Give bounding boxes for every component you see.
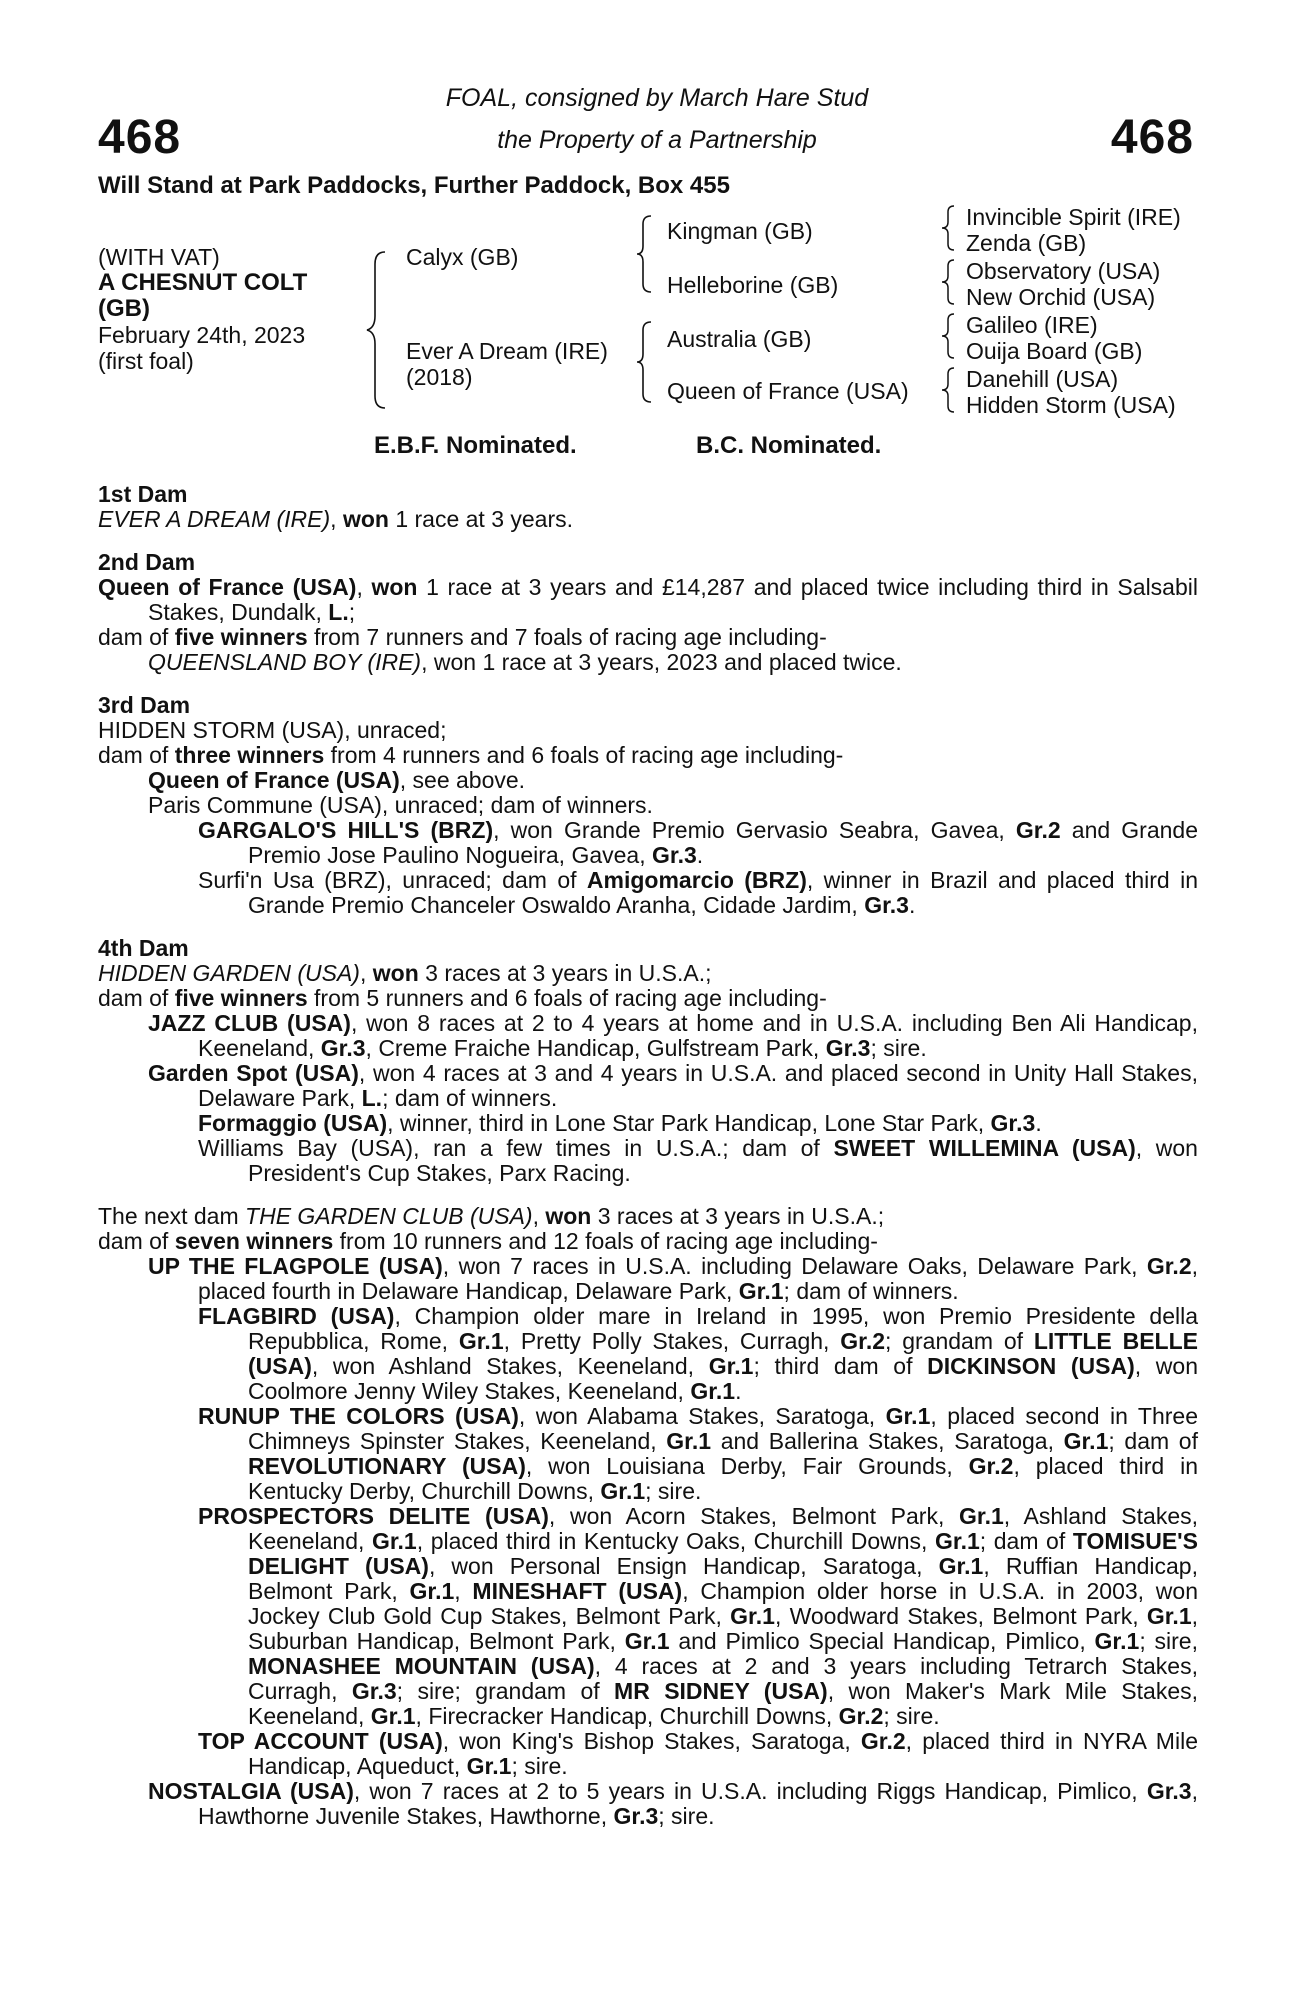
runup-gr1a: Gr.1 [885,1403,931,1429]
sss-name: Invincible Spirit (IRE) [966,204,1181,230]
dds-name: Danehill (USA) [966,366,1119,392]
sire-sire: Kingman (GB) [667,218,813,244]
flag-c: ; grandam of [885,1328,1034,1354]
prosp-gr1h: Gr.1 [624,1628,670,1654]
gargalo-c: . [696,842,704,868]
dam-year: (2018) [406,364,473,390]
runup-gr1b: Gr.1 [666,1428,712,1454]
qof-name: Queen of France (USA) [148,767,400,793]
up-gr1: Gr.1 [738,1278,784,1304]
prosp-gr1i: Gr.1 [1094,1628,1140,1654]
prosp-d: ; dam of [979,1528,1073,1554]
runup-f: , placed third in Kentucky Derby, Churchill Downs, [248,1453,1198,1504]
prosp-gr1d: Gr.1 [938,1553,984,1579]
flag-gr1: Gr.1 [458,1328,504,1354]
runup-a: , won Alabama Stakes, Saratoga, [518,1403,886,1429]
top-account-name: TOP ACCOUNT (USA) [198,1728,443,1754]
prosp-b: , Ashland Stakes, Keeneland, [248,1503,1199,1554]
runup-g: ; sire. [645,1478,702,1504]
prospectors-entry [98,1504,1198,1729]
second-dam-p2a: dam of [98,624,175,650]
first-dam-won: won [342,506,389,532]
third-dam-section [98,693,1198,918]
williams-b: , won President's Cup Stakes, Parx Racing. [248,1135,1198,1186]
up-b: , placed fourth in Delaware Handicap, Delaware Park, [198,1253,1199,1304]
jazz-name: JAZZ CLUB (USA) [148,1010,351,1036]
third-dam-qof [98,768,1198,793]
garden-spot-entry [98,1061,1198,1111]
fourth-dam-p2a: dam of [98,985,175,1011]
flag-gr1b: Gr.1 [708,1353,754,1379]
runup-gr2: Gr.2 [968,1453,1014,1479]
next-dam-p2 [98,1229,1198,1254]
next-dam-won: won [545,1203,592,1229]
runup-gr1c: Gr.1 [1063,1428,1109,1454]
third-dam-paris: Paris Commune (USA), unraced; dam of winners. [148,792,653,818]
prosp-gr1b: Gr.1 [371,1528,417,1554]
subject-name-2: (GB) [98,295,150,322]
little-belle-name: LITTLE BELLE (USA) [248,1328,1198,1379]
surfin-gr3: Gr.3 [864,892,909,918]
subject-dob: February 24th, 2023 [98,322,306,348]
runup-b: , placed second in Three Chimneys Spinster Stakes, Keeneland, [248,1403,1198,1454]
third-dam-surfin [98,868,1198,918]
amigomarcio-name: Amigomarcio (BRZ) [586,867,807,893]
dickinson-name: DICKINSON (USA) [927,1353,1135,1379]
ssd-name: Zenda (GB) [966,230,1087,256]
garden-listed: L. [361,1085,383,1111]
sire-dam: Helleborine (GB) [667,272,839,298]
prosp-gr3: Gr.3 [351,1678,397,1704]
dam-sire: Australia (GB) [667,326,812,352]
stand-location: Will Stand at Park Paddocks, Further Paddock, Box 455 [98,172,730,199]
first-dam-section [98,482,1198,532]
top-b: , placed third in NYRA Mile Handicap, Aqueduct, [248,1728,1198,1779]
fourth-dam-won: won [372,960,419,986]
tomisue-name: TOMISUE'S DELIGHT (USA) [248,1528,1198,1579]
first-dam-heading: 1st Dam [98,481,188,507]
up-c: ; dam of winners. [783,1278,959,1304]
runup-gr1d: Gr.1 [600,1478,646,1504]
listed-mark: L. [328,599,349,625]
catalogue-body [98,482,1198,1829]
prosp-gr1g: Gr.1 [1146,1603,1192,1629]
nost-a: , won 7 races at 2 to 5 years in U.S.A. including Riggs Handicap, Pimlico, [353,1778,1147,1804]
jazz-a: , won 8 races at 2 to 4 years at home and in U.S.A. including Ben Ali Handicap, Keeneland, [198,1010,1198,1061]
prosp-n: ; sire; grandam of [396,1678,615,1704]
flagbird-entry [98,1304,1198,1404]
garden-a: , won 4 races at 3 and 4 years in U.S.A. and placed second in Unity Hall Stakes, Delaware Park, [198,1060,1198,1111]
top-account-entry [98,1729,1198,1779]
mineshaft-name: MINESHAFT (USA) [472,1578,683,1604]
gargalo-gr2: Gr.2 [1015,817,1061,843]
third-dam-p1: HIDDEN STORM (USA), unraced; [98,717,447,743]
nost-b: , Hawthorne Juvenile Stakes, Hawthorne, [198,1778,1198,1829]
formaggio-entry [98,1111,1198,1136]
first-dam-rest: 1 race at 3 years. [388,506,574,532]
dsd-name: Ouija Board (GB) [966,338,1143,364]
second-dam-winners: five winners [174,624,308,650]
prosp-name: PROSPECTORS DELITE (USA) [198,1503,549,1529]
flag-gr1c: Gr.1 [690,1378,736,1404]
sweet-willemina-name: SWEET WILLEMINA (USA) [833,1135,1136,1161]
formaggio-gr3: Gr.3 [990,1110,1036,1136]
top-gr1: Gr.1 [466,1753,512,1779]
sds-name: Observatory (USA) [966,258,1161,284]
jazz-b: , Creme Fraiche Handicap, Gulfstream Park, [365,1035,826,1061]
fourth-dam-p2 [98,986,1198,1011]
vat-note: (WITH VAT) [98,244,220,270]
top-a: , won King's Bishop Stakes, Saratoga, [442,1728,861,1754]
third-dam-gargalo [98,818,1198,868]
third-dam-p2a: dam of [98,742,175,768]
prosp-gr1j: Gr.1 [370,1703,416,1729]
lot-number-left: 468 [98,111,182,164]
dam-dam: Queen of France (USA) [667,378,909,404]
next-dam-p2b: from 10 runners and 12 foals of racing age including- [333,1228,878,1254]
fourth-dam-p1: HIDDEN GARDEN (USA), won 3 races at 3 years in U.S.A.; [98,960,712,986]
revolutionary-name: REVOLUTIONARY (USA) [248,1453,526,1479]
consignor-line: FOAL, consigned by March Hare Stud [445,84,869,112]
prosp-m: , 4 races at 2 and 3 years including Tetrarch Stakes, Curragh, [248,1653,1198,1704]
up-a: , won 7 races in U.S.A. including Delaware Oaks, Delaware Park, [442,1253,1147,1279]
next-dam-p1a: The next dam [98,1203,246,1229]
second-dam-p2b: from 7 runners and 7 foals of racing age including- [307,624,827,650]
prosp-i: , Woodward Stakes, Belmont Park, [774,1603,1147,1629]
first-dam-text: EVER A DREAM (IRE), won 1 race at 3 years. [98,506,574,532]
prosp-o: , won Maker's Mark Mile Stakes, Keeneland, [248,1678,1199,1729]
nostalgia-entry [98,1779,1198,1829]
second-dam-name: Queen of France (USA) [98,574,357,600]
third-dam-p2 [98,743,1198,768]
prosp-g: , [454,1578,473,1604]
surfin-c: . [908,892,916,918]
pedigree-brace-main [365,250,389,410]
up-gr2: Gr.2 [1146,1253,1192,1279]
property-line: the Property of a Partnership [497,126,817,154]
second-dam-end: ; [348,599,356,625]
flag-d: , won Ashland Stakes, Keeneland, [311,1353,709,1379]
gargalo-b: and Grande Premio Jose Paulino Nogueira, Gavea, [248,817,1198,868]
flag-b: , Pretty Polly Stakes, Curragh, [503,1328,841,1354]
prosp-p: , Firecracker Handicap, Churchill Downs, [415,1703,839,1729]
mr-sidney-name: MR SIDNEY (USA) [614,1678,828,1704]
prosp-l: ; sire, [1139,1628,1198,1654]
third-dam-p2b: from 4 runners and 6 foals of racing age including- [324,742,844,768]
flag-gr2: Gr.2 [840,1328,886,1354]
top-gr2: Gr.2 [860,1728,906,1754]
next-dam-p1b: , [532,1203,546,1229]
jazz-gr3a: Gr.3 [320,1035,366,1061]
runup-c: and Ballerina Stakes, Saratoga, [711,1428,1064,1454]
bc-nominated: B.C. Nominated. [696,432,882,459]
sire-name: Calyx (GB) [406,244,519,270]
next-dam-p2a: dam of [98,1228,175,1254]
pedigree-brace-ss [940,204,958,252]
second-dam-p2 [98,625,1198,650]
third-dam-winners: three winners [174,742,325,768]
runup-entry [98,1404,1198,1504]
flag-e: ; third dam of [753,1353,928,1379]
surfin-b: , winner in Brazil and placed third in Grande Premio Chanceler Oswaldo Aranha, Cidade Jardim, [248,867,1199,918]
flag-f: , won Coolmore Jenny Wiley Stakes, Keeneland, [248,1353,1198,1404]
williams-bay-entry [98,1136,1198,1186]
pedigree-brace-ds [940,312,958,360]
second-dam-section [98,550,1198,675]
first-dam-name: EVER A DREAM (IRE) [98,506,331,532]
pedigree-brace-sire [635,214,655,294]
subject-name-1: A CHESNUT COLT [98,269,308,296]
next-dam-winners: seven winners [174,1228,334,1254]
prosp-q: ; sire. [883,1703,940,1729]
flag-g: . [735,1378,742,1404]
fourth-dam-rest: 3 races at 3 years in U.S.A.; [418,960,712,986]
fourth-dam-section [98,936,1198,1186]
next-dam-section [98,1204,1198,1829]
surfin-a: Surfi'n Usa (BRZ), unraced; dam of [198,867,587,893]
fourth-dam-heading: 4th Dam [98,935,189,961]
prosp-gr1a: Gr.1 [959,1503,1004,1529]
queensland-boy: QUEENSLAND BOY (IRE) [148,649,422,675]
ebf-nominated: E.B.F. Nominated. [374,432,577,459]
queensland-rest: , won 1 race at 3 years, 2023 and placed twice. [421,649,902,675]
runup-d: ; dam of [1108,1428,1198,1454]
up-the-flagpole-entry [98,1254,1198,1304]
fourth-dam-name: HIDDEN GARDEN (USA) [98,960,360,986]
third-dam-heading: 3rd Dam [98,692,191,718]
sdd-name: New Orchid (USA) [966,284,1156,310]
garden-name: Garden Spot (USA) [148,1060,359,1086]
gargalo-name: GARGALO'S HILL'S (BRZ) [198,817,494,843]
prosp-f: , Ruffian Handicap, Belmont Park, [248,1553,1198,1604]
next-dam-p1c: 3 races at 3 years in U.S.A.; [591,1203,885,1229]
garden-b: ; dam of winners. [382,1085,558,1111]
pedigree-brace-dd [940,366,958,414]
second-dam-p3 [98,650,1198,675]
williams-a: Williams Bay (USA), ran a few times in U.S.A.; dam of [198,1135,834,1161]
formaggio-b: . [1035,1110,1042,1136]
qof-rest: , see above. [399,767,526,793]
top-c: ; sire. [511,1753,568,1779]
prosp-c: , placed third in Kentucky Oaks, Churchill Downs, [416,1528,935,1554]
formaggio-a: , winner, third in Lone Star Park Handicap, Lone Star Park, [387,1110,991,1136]
nost-gr3a: Gr.3 [1146,1778,1192,1804]
formaggio-name: Formaggio (USA) [198,1110,388,1136]
prosp-gr2: Gr.2 [838,1703,884,1729]
gargalo-gr3: Gr.3 [652,842,697,868]
prosp-gr1e: Gr.1 [409,1578,455,1604]
jazz-gr3b: Gr.3 [825,1035,871,1061]
second-dam-rest: 1 race at 3 years and £14,287 and placed twice including third in Salsabil Stakes, Dundalk, [148,574,1198,625]
runup-e: , won Louisiana Derby, Fair Grounds, [525,1453,969,1479]
prosp-a: , won Acorn Stakes, Belmont Park, [548,1503,959,1529]
second-dam-p1: Queen of France (USA), won 1 race at 3 years and £14,287 and placed twice including third in Salsabil Stakes, Dundalk, L.; [98,574,1198,625]
nostalgia-name: NOSTALGIA (USA) [148,1778,354,1804]
flagbird-name: FLAGBIRD (USA) [198,1303,395,1329]
fourth-dam-winners: five winners [174,985,308,1011]
prosp-h: , Champion older horse in U.S.A. in 2003, won Jockey Club Gold Cup Stakes, Belmont Park, [248,1578,1198,1629]
pedigree-brace-sd [940,258,958,306]
next-dam-name: THE GARDEN CLUB (USA) [245,1203,533,1229]
fourth-dam-p2b: from 5 runners and 6 foals of racing age including- [307,985,827,1011]
pedigree-brace-dam [635,320,655,404]
lot-number-right: 468 [1110,111,1194,164]
prosp-gr1c: Gr.1 [935,1528,980,1554]
jazz-c: ; sire. [870,1035,927,1061]
prosp-k: and Pimlico Special Handicap, Pimlico, [669,1628,1095,1654]
subject-note: (first foal) [98,348,194,374]
second-dam-won: won [371,574,418,600]
ddd-name: Hidden Storm (USA) [966,392,1176,418]
jazz-club-entry [98,1011,1198,1061]
gargalo-a: , won Grande Premio Gervasio Seabra, Gavea, [493,817,1016,843]
next-dam-p1 [98,1204,1198,1229]
dss-name: Galileo (IRE) [966,312,1098,338]
runup-name: RUNUP THE COLORS (USA) [198,1403,519,1429]
prosp-e: , won Personal Ensign Handicap, Saratoga, [428,1553,939,1579]
dam-name: Ever A Dream (IRE) [406,338,608,364]
prosp-gr1f: Gr.1 [730,1603,775,1629]
second-dam-heading: 2nd Dam [98,549,196,575]
prosp-j: , Suburban Handicap, Belmont Park, [248,1603,1199,1654]
flag-a: , Champion older mare in Ireland in 1995, won Premio Presidente della Repubblica, Rome, [248,1303,1198,1354]
monashee-name: MONASHEE MOUNTAIN (USA) [248,1653,595,1679]
nost-c: ; sire. [658,1803,715,1829]
up-name: UP THE FLAGPOLE (USA) [148,1253,443,1279]
nost-gr3b: Gr.3 [613,1803,659,1829]
